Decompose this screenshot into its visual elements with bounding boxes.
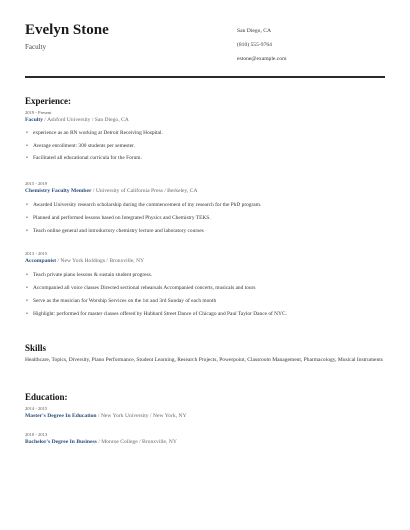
- degree-name: Bachelor's Degree In Business: [25, 439, 97, 445]
- list-item: • experience as an RN working at Detroit Receiving Hospital.: [25, 130, 385, 143]
- candidate-title: Faculty: [25, 43, 46, 51]
- contact-email: estone@example.com: [237, 56, 287, 62]
- degree-name: Master's Degree In Education: [25, 413, 97, 419]
- contact-phone: (810) 555-9764: [237, 42, 272, 48]
- list-item: • Highlight: performed for master classes offered by Hubbard Street Dance of Chicago and Paul Taylor Dance of NYC.: [25, 311, 385, 323]
- job-role-line: [25, 116, 385, 125]
- contact-block: [237, 29, 286, 71]
- experience-heading: Experience:: [25, 96, 71, 106]
- school-name: / Monroe College / Bronxville, NY: [96, 439, 177, 445]
- job-bullets: [25, 130, 385, 167]
- job-dates: 2019 - Present: [25, 110, 52, 115]
- job-entry: [25, 181, 385, 240]
- job-role-line: [25, 257, 385, 266]
- job-dates: 2015 - 2019: [25, 181, 48, 186]
- header-divider: [25, 76, 385, 78]
- education-dates: 2010 - 2013: [25, 432, 48, 437]
- list-item: • Average enrollment: 300 students per semester.: [25, 143, 385, 155]
- education-heading: Education:: [25, 392, 68, 402]
- job-entry: [25, 251, 385, 323]
- list-item: • Teach private piano lessons & sustain student progress.: [25, 272, 385, 285]
- skills-list: Healthcare, Topics, Diversity, Piano Performance, Student Learning, Research Projects, Powerpoint, Classroom Management, Pharmacology, Musical Instruments: [25, 357, 383, 363]
- contact-location: San Diego, CA: [237, 28, 272, 34]
- list-item: • Serve as the musician for Worship Services on the 1st and 3rd Sunday of each month: [25, 298, 385, 311]
- education-entry: [25, 432, 385, 447]
- list-item: • Facilitated all educational curricula for the Forum.: [25, 155, 385, 167]
- job-org: / Ashford University / San Diego, CA: [43, 117, 129, 123]
- job-role: Faculty: [25, 117, 44, 123]
- list-item: • Awarded University research scholarship during the commencement of my research for the PhD program.: [25, 202, 385, 215]
- job-role: Accompanist: [25, 258, 57, 264]
- education-dates: 2014 - 2015: [25, 406, 48, 411]
- job-role-line: [25, 187, 385, 196]
- education-line: [25, 438, 385, 447]
- education-line: [25, 412, 385, 421]
- list-item: • Teach online general and introductory chemistry lecture and laboratory courses: [25, 228, 385, 240]
- job-bullets: [25, 202, 385, 240]
- job-dates: 2013 - 2015: [25, 251, 48, 256]
- job-entry: [25, 110, 385, 167]
- list-item: • Accompanied all voice classes Directed sectional rehearsals Accompanied concerts, musicals and tours: [25, 285, 385, 298]
- job-org: / New York Holdings / Bronxville, NY: [56, 258, 145, 264]
- job-org: / University of California Press / Berkeley, CA: [91, 188, 198, 194]
- list-item: • Planned and performed lessons based on Integrated Physics and Chemistry TEKS.: [25, 215, 385, 228]
- education-entry: [25, 406, 385, 421]
- job-role: Chemistry Faculty Member: [25, 188, 92, 194]
- school-name: / New York University / New York, NY: [96, 413, 187, 419]
- skills-heading: Skills: [25, 343, 47, 353]
- job-bullets: [25, 272, 385, 323]
- candidate-name: Evelyn Stone: [25, 22, 109, 38]
